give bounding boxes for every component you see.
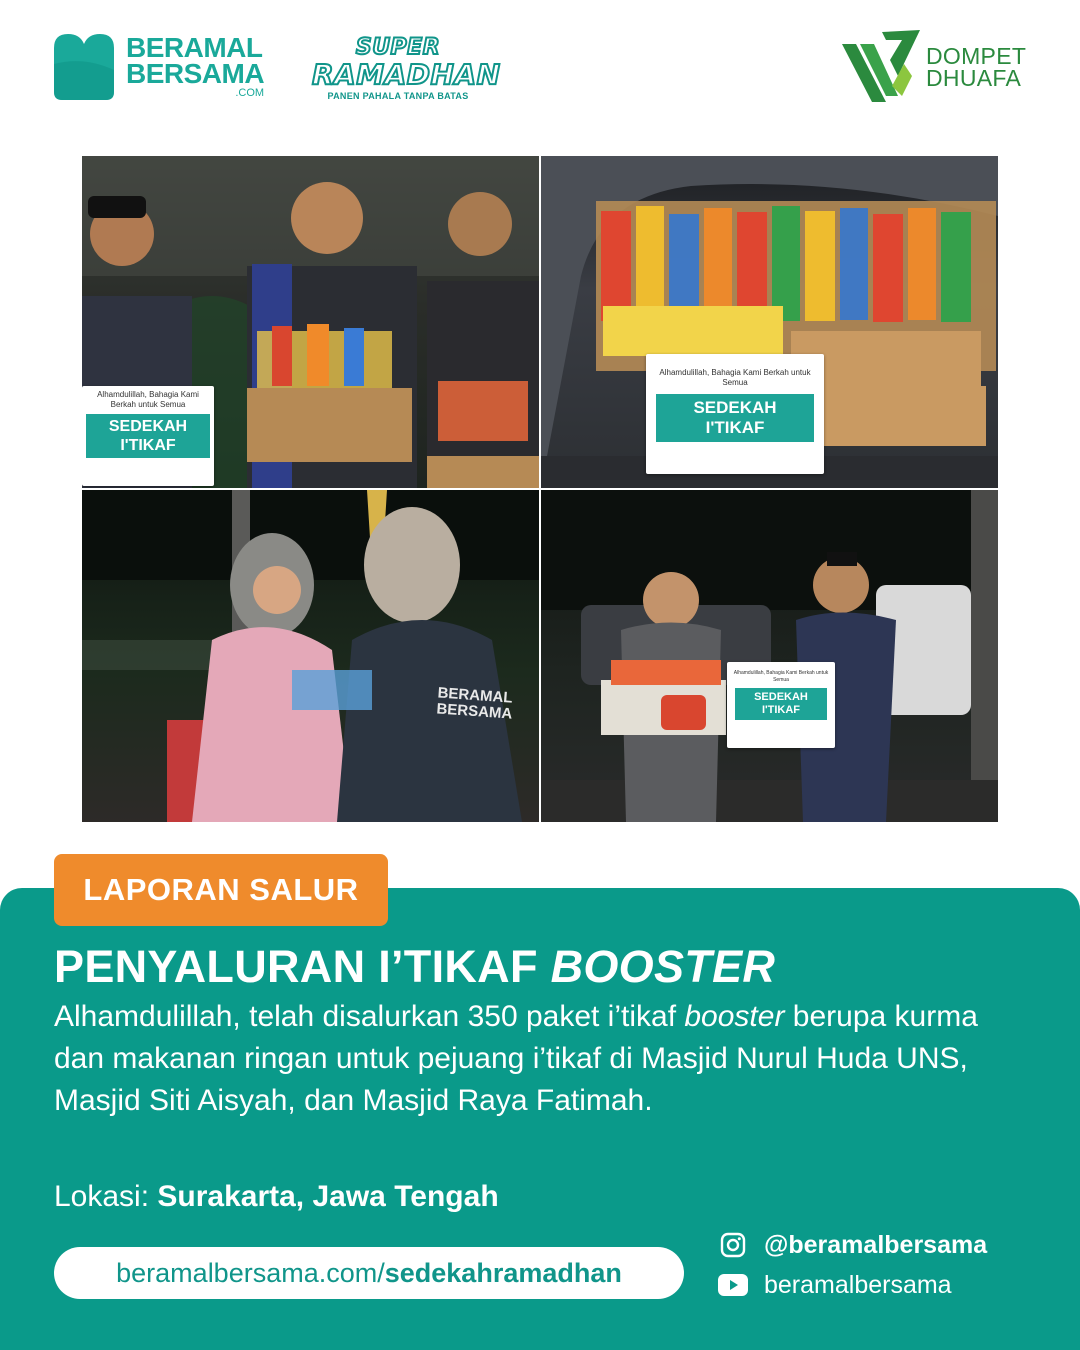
vest-text-1: BERAMAL	[437, 684, 514, 707]
url-path: sedekahramadhan	[384, 1257, 622, 1288]
photo-women-handover	[82, 490, 539, 822]
photo-collage	[82, 156, 998, 822]
photo-two-men-with-sign	[541, 490, 998, 822]
sign3-band-line1: SEDEKAH	[754, 691, 808, 703]
sign2-small-text: Alhamdulillah, Bahagia Kami Berkah untuk Semua	[659, 368, 811, 387]
sedekah-itikaf-sign-2	[646, 354, 824, 474]
dompet-dhuafa-mark-icon	[842, 30, 920, 104]
sign-small-text: Alhamdulillah, Bahagia Kami Berkah untuk Semua	[97, 390, 199, 409]
vest-text-2: BERSAMA	[435, 700, 513, 723]
sign-band	[86, 414, 210, 458]
beramal-line1: BERAMAL	[126, 32, 263, 63]
beramal-dotcom: .COM	[235, 87, 265, 99]
dompet-dhuafa-logo	[842, 30, 1026, 104]
report-title-main: PENYALURAN I’TIKAF	[54, 941, 551, 992]
sedekah-itikaf-sign-3	[727, 662, 835, 748]
dompet-line2: DHUAFA	[926, 65, 1022, 91]
vest-logo	[436, 685, 514, 722]
super-ramadhan-line1: SUPER	[355, 35, 441, 60]
super-ramadhan-line2: RAMADHAN	[312, 58, 501, 91]
report-location	[54, 1177, 499, 1217]
report-body	[54, 996, 1014, 1122]
campaign-url-link[interactable]	[54, 1247, 684, 1299]
report-title	[54, 940, 775, 994]
super-ramadhan-tagline: PANEN PAHALA TANPA BATAS	[327, 91, 469, 101]
sign3-band-line2: I'TIKAF	[761, 704, 801, 716]
instagram-icon	[718, 1230, 748, 1260]
beramal-wordmark	[126, 32, 265, 99]
photo-car-trunk-boxes	[541, 156, 998, 488]
photo-volunteers-with-boxes	[82, 156, 539, 488]
sign2-band	[656, 394, 814, 442]
sign3-small-text: Alhamdulillah, Bahagia Kami Berkah untuk Semua	[733, 670, 829, 683]
sedekah-itikaf-sign	[82, 386, 214, 486]
sign2-band-line2: I'TIKAF	[705, 418, 765, 437]
dompet-dhuafa-wordmark	[926, 45, 1026, 89]
location-label: Lokasi:	[54, 1180, 158, 1213]
youtube-icon	[718, 1270, 748, 1300]
instagram-link[interactable]	[718, 1230, 987, 1260]
beramal-bersama-logo	[54, 34, 264, 100]
sign-band-line1: SEDEKAH	[108, 418, 188, 435]
dompet-line1: DOMPET	[926, 43, 1027, 69]
report-title-italic: BOOSTER	[550, 941, 776, 992]
sign3-band	[735, 688, 827, 720]
instagram-handle: @beramalbersama	[764, 1230, 988, 1259]
report-body-italic: booster	[684, 1000, 785, 1033]
sign-band-line2: I'TIKAF	[120, 437, 176, 454]
beramal-line2: BERSAMA	[126, 58, 265, 89]
youtube-handle: beramalbersama	[764, 1270, 952, 1299]
report-badge: LAPORAN SALUR	[54, 854, 388, 926]
sign2-band-line1: SEDEKAH	[693, 398, 777, 417]
heart-logo-icon	[54, 34, 114, 100]
super-ramadhan-logo	[312, 35, 501, 102]
location-value: Surakarta, Jawa Tengah	[157, 1180, 499, 1213]
report-body-part2: berupa kurma dan makanan ringan untuk pejuang i’tikaf di Masjid Nurul Huda UNS, Masjid Siti Aisyah, dan Masjid Raya Fatimah.	[54, 1000, 978, 1117]
youtube-link[interactable]	[718, 1270, 952, 1300]
report-body-part1: Alhamdulillah, telah disalurkan 350 paket i’tikaf	[54, 1000, 685, 1033]
url-base: beramalbersama.com/	[116, 1257, 385, 1288]
